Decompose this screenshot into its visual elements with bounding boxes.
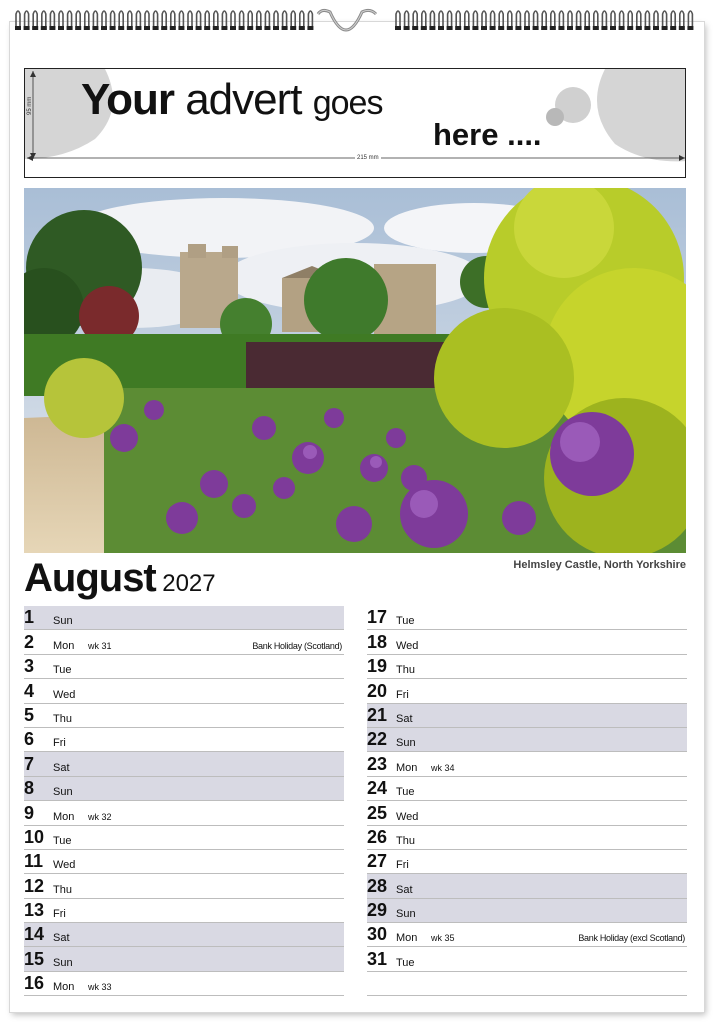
day-number: 26: [367, 826, 388, 847]
day-number: 6: [24, 729, 35, 750]
day-name: Sat: [396, 883, 413, 896]
day-number: 13: [24, 900, 45, 921]
day-number: 31: [367, 948, 388, 969]
advert-headline: [81, 75, 382, 125]
day-row: [367, 850, 687, 874]
week-number: wk 35: [431, 933, 455, 944]
day-name: Thu: [396, 664, 415, 677]
month-name: August: [24, 556, 156, 600]
day-number: 20: [367, 680, 388, 701]
day-row: [367, 826, 687, 850]
day-row: [24, 655, 344, 679]
month-heading: [24, 556, 216, 601]
day-number: 15: [24, 948, 45, 969]
day-row: [367, 679, 687, 703]
holiday-label: Bank Holiday (excl Scotland): [578, 933, 685, 944]
day-row: [367, 899, 687, 923]
days-column-right: [367, 606, 687, 996]
day-number: 4: [24, 680, 35, 701]
day-number: 16: [24, 973, 45, 994]
wire-binding: [0, 0, 714, 40]
day-row: [367, 874, 687, 898]
day-number: 24: [367, 778, 388, 799]
day-number: 9: [24, 802, 35, 823]
day-row: [24, 728, 344, 752]
castle-garden-photo: [24, 188, 686, 553]
day-name: Sun: [396, 908, 416, 921]
day-row: [24, 801, 344, 825]
day-name: Sun: [53, 786, 73, 799]
day-number: 19: [367, 656, 388, 677]
day-row: [367, 972, 687, 996]
day-name: Fri: [396, 688, 409, 701]
advert-word: advert: [185, 75, 302, 124]
day-name: Thu: [53, 883, 72, 896]
day-number: 3: [24, 656, 35, 677]
day-name: Thu: [53, 712, 72, 725]
day-name: Tue: [396, 786, 415, 799]
day-row: [367, 947, 687, 971]
advert-goes: goes: [312, 84, 383, 122]
day-name: Mon: [53, 981, 75, 994]
day-row: [367, 801, 687, 825]
day-number: 2: [24, 631, 35, 652]
day-row: [24, 752, 344, 776]
day-name: Fri: [396, 859, 409, 872]
day-number: 21: [367, 704, 388, 725]
advert-your: Your: [81, 75, 174, 124]
day-row: [24, 826, 344, 850]
day-name: Wed: [396, 810, 419, 823]
advert-box: [24, 68, 686, 178]
week-number: wk 32: [88, 811, 112, 822]
advert-height-dimension: 95 mm: [27, 96, 33, 115]
day-row: [24, 630, 344, 654]
day-name: Mon: [53, 810, 75, 823]
advert-here: here ....: [433, 117, 542, 152]
day-number: 10: [24, 826, 45, 847]
day-row: [367, 777, 687, 801]
day-name: Sun: [396, 737, 416, 750]
day-number: 1: [24, 607, 35, 628]
day-number: 14: [24, 924, 45, 945]
day-number: 29: [367, 900, 388, 921]
day-name: Mon: [396, 761, 418, 774]
day-number: 30: [367, 924, 388, 945]
day-name: Sat: [53, 932, 70, 945]
day-name: Mon: [396, 932, 418, 945]
day-name: Fri: [53, 908, 66, 921]
days-column-left: [24, 606, 344, 996]
day-row: [24, 874, 344, 898]
day-number: 18: [367, 631, 388, 652]
day-number: 11: [24, 851, 44, 872]
day-name: Wed: [53, 859, 76, 872]
day-name: Tue: [53, 664, 72, 677]
day-name: Sun: [53, 615, 73, 628]
day-name: Mon: [53, 639, 75, 652]
day-row: [24, 923, 344, 947]
day-row: [24, 947, 344, 971]
day-number: 25: [367, 802, 388, 823]
day-name: Fri: [53, 737, 66, 750]
day-row: [367, 728, 687, 752]
month-year: 2027: [162, 570, 216, 597]
day-name: Tue: [396, 615, 415, 628]
day-number: 23: [367, 753, 388, 774]
day-name: Wed: [53, 688, 76, 701]
day-number: 5: [24, 704, 35, 725]
day-row: [367, 752, 687, 776]
day-row: [367, 606, 687, 630]
day-row: [24, 704, 344, 728]
week-number: wk 33: [88, 982, 112, 993]
day-name: Wed: [396, 639, 419, 652]
day-number: 22: [367, 729, 388, 750]
day-name: Sun: [53, 956, 73, 969]
day-number: 7: [24, 753, 35, 774]
day-name: Sat: [53, 761, 70, 774]
day-name: Tue: [53, 834, 72, 847]
week-number: wk 31: [88, 640, 112, 651]
day-row: [24, 972, 344, 996]
day-row: [367, 923, 687, 947]
day-name: Thu: [396, 834, 415, 847]
holiday-label: Bank Holiday (Scotland): [252, 640, 342, 651]
day-row: [24, 606, 344, 630]
day-number: 17: [367, 607, 388, 628]
day-name: Sat: [396, 712, 413, 725]
day-number: 8: [24, 778, 35, 799]
day-number: 27: [367, 851, 388, 872]
day-row: [367, 704, 687, 728]
day-row: [24, 777, 344, 801]
week-number: wk 34: [431, 762, 455, 773]
advert-width-dimension: 215 mm: [357, 155, 379, 161]
day-row: [367, 655, 687, 679]
day-row: [367, 630, 687, 654]
day-number: 12: [24, 875, 45, 896]
day-row: [24, 899, 344, 923]
day-row: [24, 679, 344, 703]
day-number: 28: [367, 875, 388, 896]
day-name: Tue: [396, 956, 415, 969]
day-row: [24, 850, 344, 874]
photo-caption: Helmsley Castle, North Yorkshire: [513, 559, 686, 571]
